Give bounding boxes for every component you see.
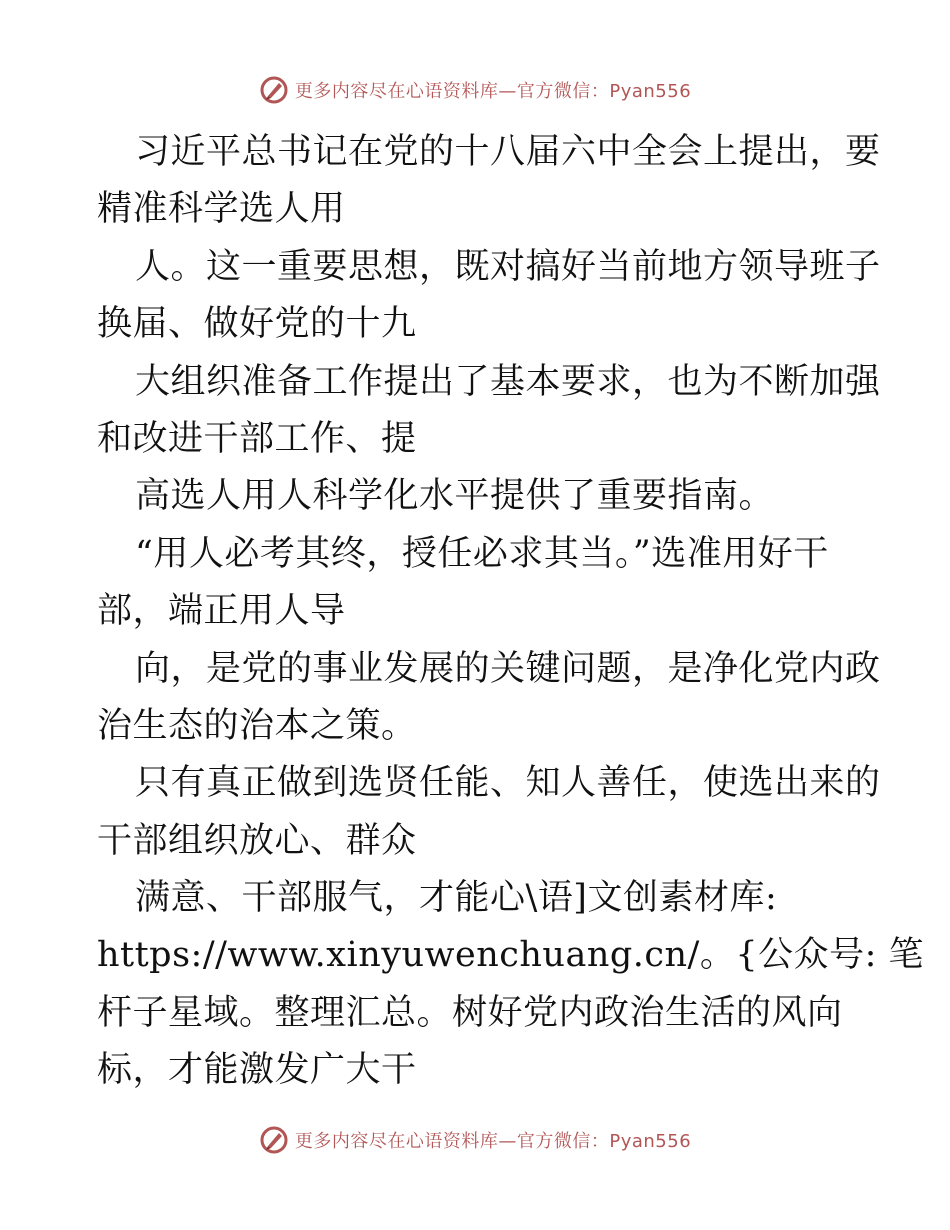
body-line: 标，才能激发广大干 <box>97 1050 417 1091</box>
footer-watermark-text: 更多内容尽在心语资料库—官方微信：Pyan556 <box>294 1131 692 1152</box>
body-line: 习近平总书记在党的十八届六中全会上提出，要 <box>135 132 881 172</box>
body-line: 向，是党的事业发展的关键问题，是净化党内政 <box>135 648 881 689</box>
document-body <box>97 124 925 1100</box>
footer-watermark <box>0 1120 950 1160</box>
header-watermark-text: 更多内容尽在心语资料库—官方微信：Pyan556 <box>294 81 692 102</box>
body-line: 部，端正用人导 <box>97 591 346 632</box>
body-line: 换届、做好党的十九 <box>97 304 417 345</box>
body-line: 精准科学选人用 <box>97 189 346 230</box>
body-line: 只有真正做到选贤任能、知人善任，使选出来的 <box>135 763 881 804</box>
body-line: 满意、干部服气，才能心\语]文创素材库: <box>135 878 778 919</box>
body-line: 和改进干部工作、提 <box>97 418 417 459</box>
body-line: 大组织准备工作提出了基本要求，也为不断加强 <box>135 361 881 402</box>
body-line: 杆子星域。整理汇总。树好党内政治生活的风向 <box>97 992 843 1033</box>
body-line: https://www.xinyuwenchuang.cn/。{公众号: 笔 <box>97 935 925 976</box>
pen-logo-icon <box>259 75 289 105</box>
body-line: “用人必考其终，授任必求其当。”选准用好干 <box>135 533 829 574</box>
pen-logo-icon <box>259 1125 289 1155</box>
body-line: 干部组织放心、群众 <box>97 820 417 861</box>
body-line: 高选人用人科学化水平提供了重要指南。 <box>135 476 775 517</box>
header-watermark <box>0 70 950 110</box>
body-line: 治生态的治本之策。 <box>97 705 417 746</box>
body-line: 人。这一重要思想，既对搞好当前地方领导班子 <box>135 246 881 287</box>
